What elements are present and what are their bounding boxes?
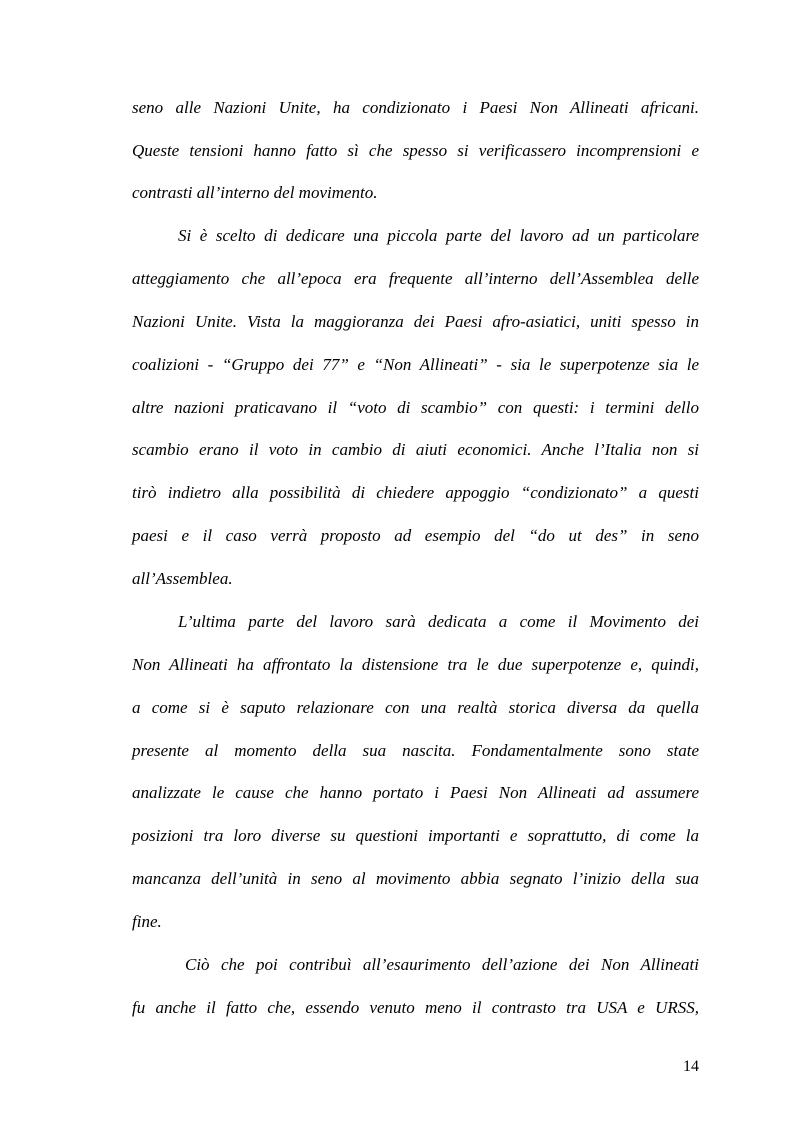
text-line: Ciò che poi contribuì all’esaurimento dell’azione dei Non Allineati	[185, 955, 699, 974]
text-line: altre nazioni praticavano il “voto di scambio” con questi: i termini dello	[132, 398, 699, 417]
text-line: Nazioni Unite. Vista la maggioranza dei Paesi afro-asiatici, uniti spesso in	[132, 312, 699, 331]
text-line: mancanza dell’unità in seno al movimento abbia segnato l’inizio della sua	[132, 869, 699, 888]
text-line: fine.	[132, 912, 162, 931]
page-number: 14	[683, 1058, 699, 1075]
text-line: fu anche il fatto che, essendo venuto meno il contrasto tra USA e URSS,	[132, 998, 699, 1017]
text-line: all’Assemblea.	[132, 569, 233, 588]
text-line: L’ultima parte del lavoro sarà dedicata a come il Movimento dei	[178, 612, 699, 631]
text-line: coalizioni - “Gruppo dei 77” e “Non Allineati” - sia le superpotenze sia le	[132, 355, 699, 374]
text-line: paesi e il caso verrà proposto ad esempio del “do ut des” in seno	[132, 526, 699, 545]
text-line: contrasti all’interno del movimento.	[132, 183, 378, 202]
text-line: analizzate le cause che hanno portato i Paesi Non Allineati ad assumere	[132, 783, 699, 802]
text-line: tirò indietro alla possibilità di chiedere appoggio “condizionato” a questi	[132, 483, 699, 502]
text-line: a come si è saputo relazionare con una realtà storica diversa da quella	[132, 698, 699, 717]
text-line: atteggiamento che all’epoca era frequente all’interno dell’Assemblea delle	[132, 269, 699, 288]
text-line: Queste tensioni hanno fatto sì che spesso si verificassero incomprensioni e	[132, 141, 699, 160]
text-line: posizioni tra loro diverse su questioni importanti e soprattutto, di come la	[132, 826, 699, 845]
text-line: scambio erano il voto in cambio di aiuti economici. Anche l’Italia non si	[132, 440, 699, 459]
text-line: Non Allineati ha affrontato la distensione tra le due superpotenze e, quindi,	[132, 655, 699, 674]
text-line: presente al momento della sua nascita. Fondamentalmente sono state	[132, 741, 699, 760]
text-line: seno alle Nazioni Unite, ha condizionato i Paesi Non Allineati africani.	[132, 98, 699, 117]
text-line: Si è scelto di dedicare una piccola parte del lavoro ad un particolare	[178, 226, 699, 245]
